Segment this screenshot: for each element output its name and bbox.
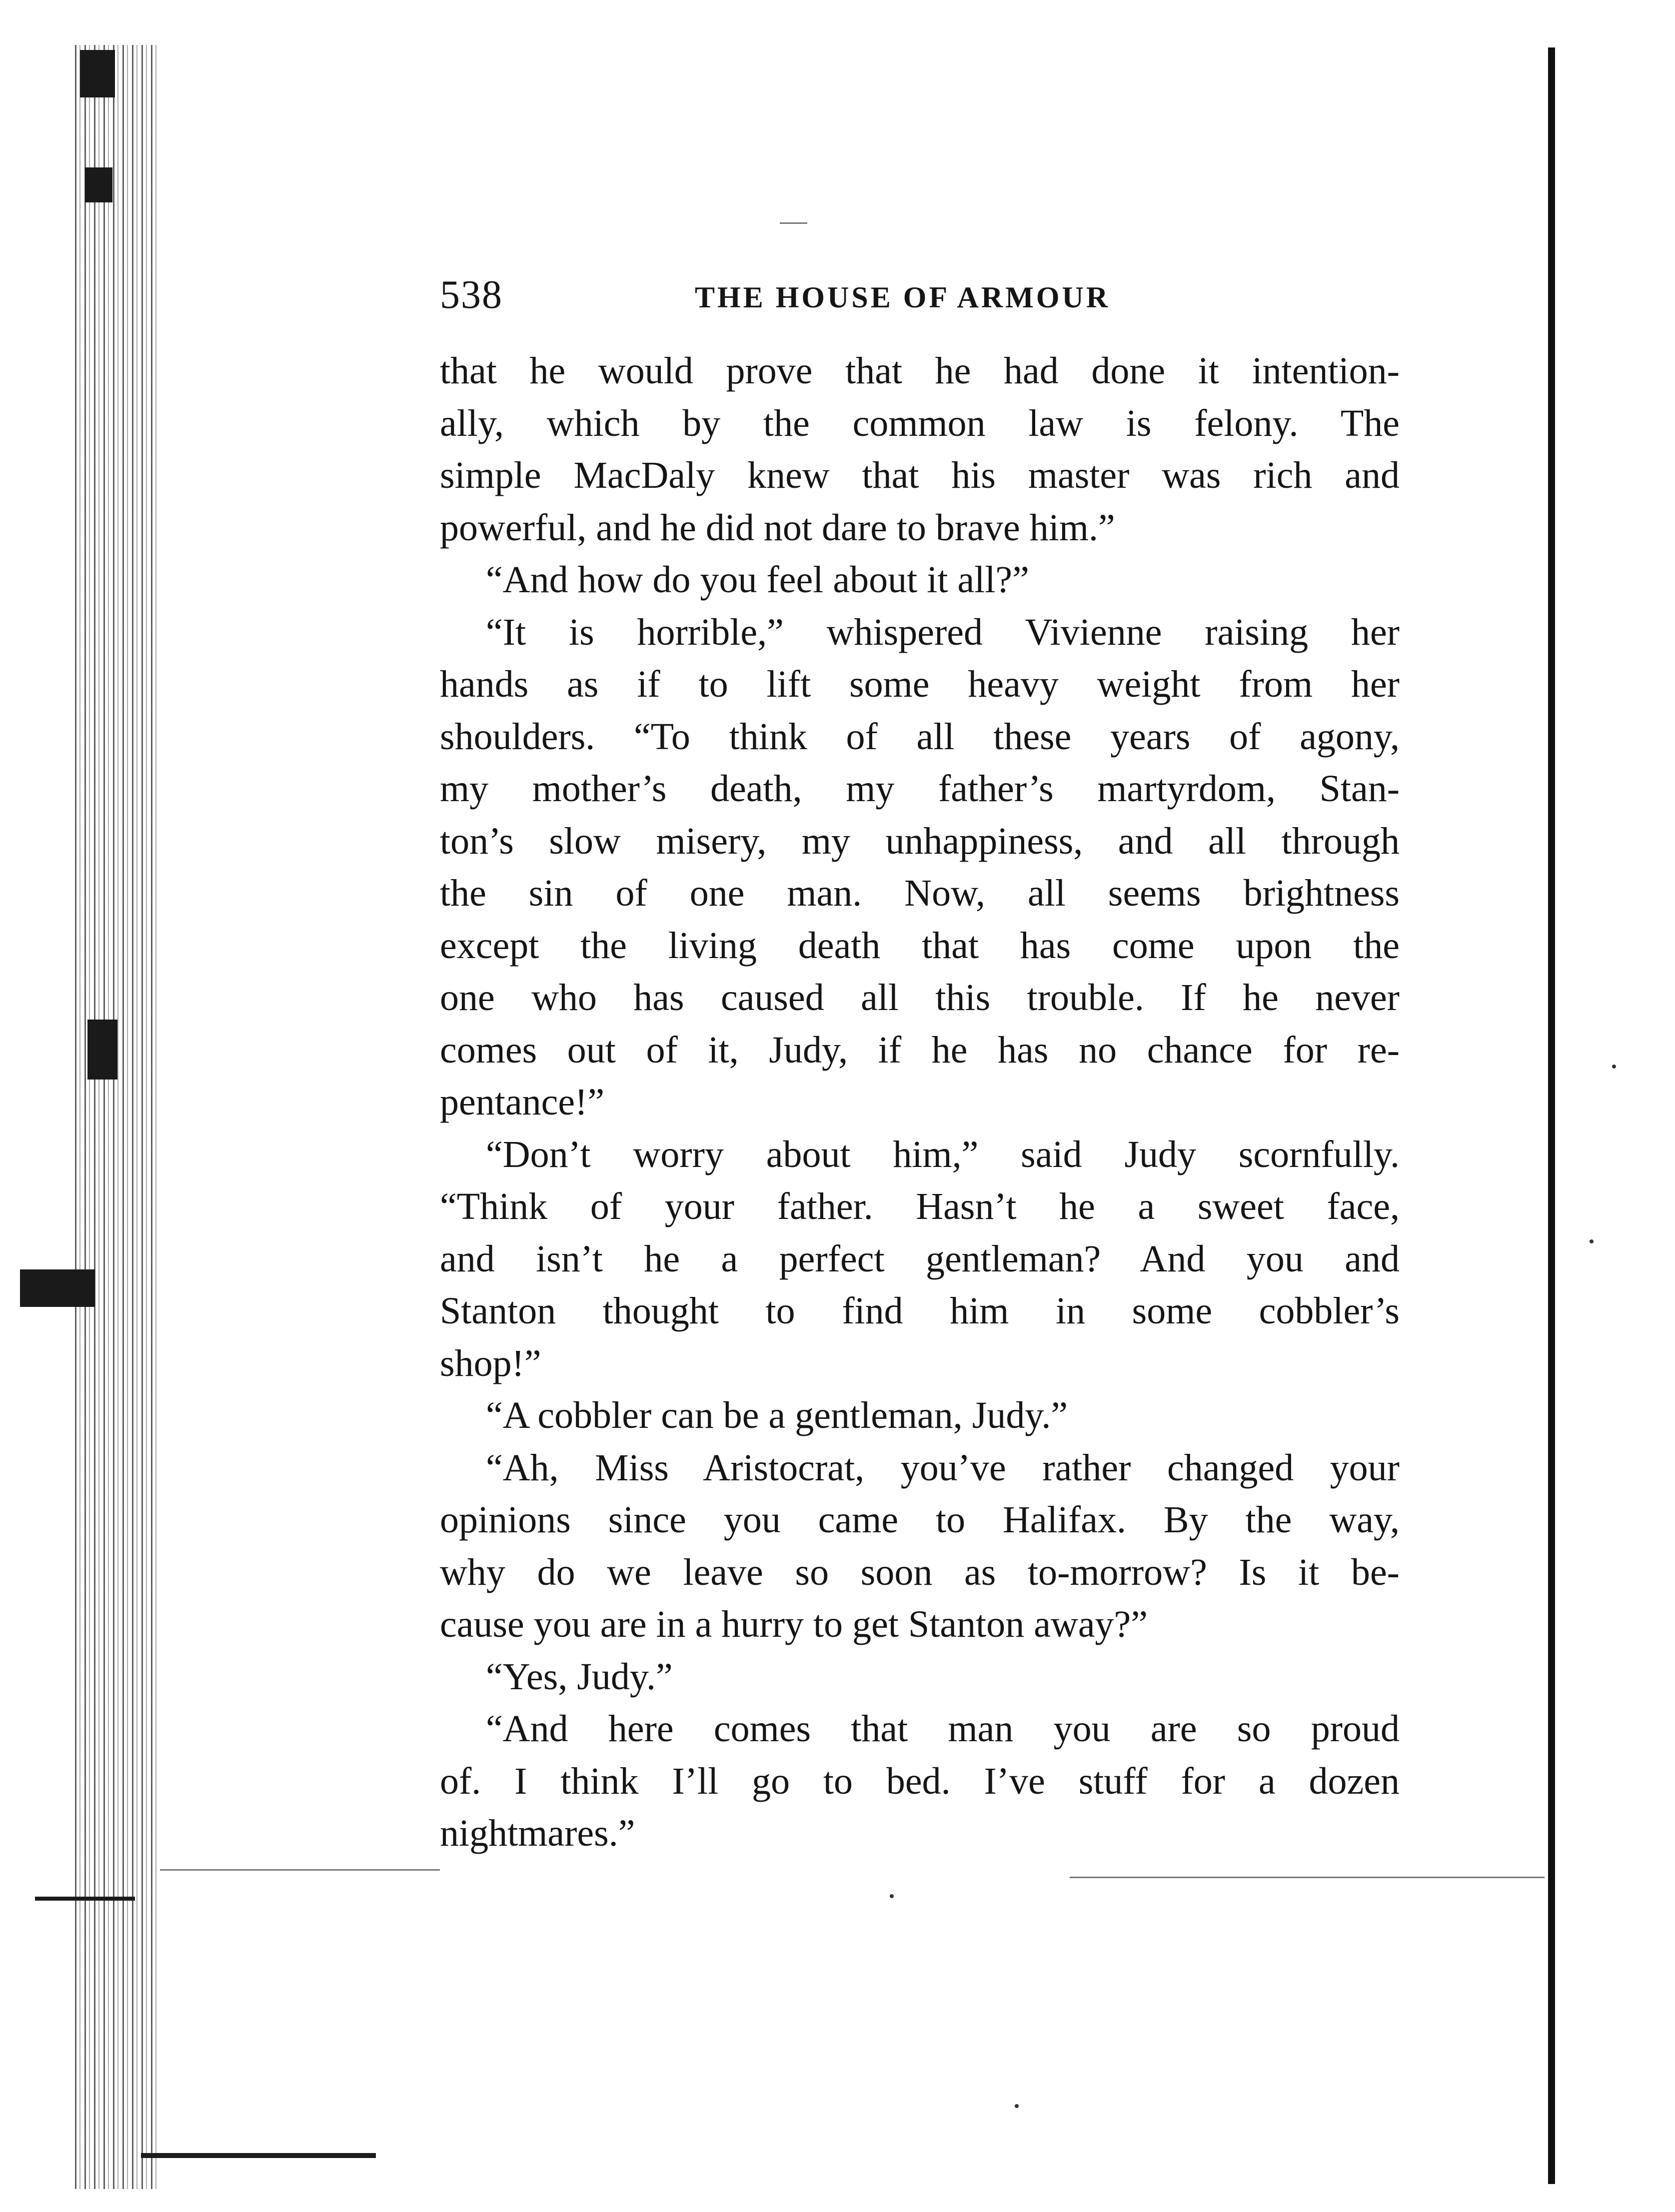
text-line: “It is horrible,” whispered Vivienne raising her [486, 611, 1400, 653]
body-text [440, 345, 1400, 1860]
text-line: my mother’s death, my father’s martyrdom, Stan- [440, 768, 1400, 810]
text-line: simple MacDaly knew that his master was rich and [440, 454, 1400, 496]
scan-dash [1070, 1877, 1545, 1878]
text-line: that he would prove that he had done it intention- [440, 350, 1400, 392]
binding-dark-mark [35, 1897, 135, 1901]
text-line: except the living death that has come upon the [440, 924, 1400, 967]
binding-dark-mark [80, 50, 115, 97]
text-line: nightmares.” [440, 1812, 635, 1854]
text-line: pentance!” [440, 1081, 605, 1123]
paragraph [440, 345, 1400, 554]
text-line: why do we leave so soon as to-morrow? Is it be- [440, 1551, 1400, 1593]
text-line: Stanton thought to find him in some cobbler’s [440, 1290, 1400, 1332]
text-line: one who has caused all this trouble. If he never [440, 977, 1400, 1019]
text-line: comes out of it, Judy, if he has no chance for re- [440, 1029, 1400, 1071]
scan-speck [1612, 1065, 1616, 1069]
paragraph [440, 554, 1400, 606]
text-line: “Don’t worry about him,” said Judy scornfully. [486, 1133, 1400, 1175]
scan-dash [780, 222, 807, 224]
text-line: the sin of one man. Now, all seems brightness [440, 872, 1400, 914]
binding-dark-mark [20, 1269, 95, 1307]
paragraph [440, 1651, 1400, 1703]
binding-dark-mark [87, 1020, 117, 1080]
text-line: shoulders. “To think of all these years of agony, [440, 715, 1400, 758]
binding-edge-shadow [75, 45, 157, 2189]
page-bottom-rule [141, 2153, 376, 2158]
text-line: ton’s slow misery, my unhappiness, and all through [440, 820, 1400, 862]
text-line: “Yes, Judy.” [486, 1655, 673, 1698]
text-line: “A cobbler can be a gentleman, Judy.” [486, 1394, 1068, 1436]
text-line: opinions since you came to Halifax. By the way, [440, 1499, 1400, 1541]
scan-speck [1590, 1239, 1594, 1243]
text-line: powerful, and he did not dare to brave him.” [440, 506, 1115, 549]
paragraph [440, 1128, 1400, 1390]
page-number: 538 [440, 273, 503, 317]
text-line: and isn’t he a perfect gentleman? And you and [440, 1237, 1400, 1280]
scan-speck [1015, 2104, 1019, 2108]
text-line: “Ah, Miss Aristocrat, you’ve rather changed your [486, 1446, 1400, 1489]
text-line: cause you are in a hurry to get Stanton away?” [440, 1603, 1148, 1645]
paragraph [440, 1703, 1400, 1860]
paragraph [440, 1389, 1400, 1442]
text-line: hands as if to lift some heavy weight from her [440, 663, 1400, 705]
scan-dash [160, 1869, 440, 1871]
binding-dark-mark [85, 167, 112, 202]
text-line: “And here comes that man you are so proud [486, 1708, 1400, 1750]
text-line: shop!” [440, 1342, 541, 1384]
text-line: ally, which by the common law is felony. The [440, 402, 1400, 444]
text-line: “Think of your father. Hasn’t he a sweet face, [440, 1185, 1400, 1227]
running-title: THE HOUSE OF ARMOUR [695, 281, 1111, 314]
paragraph [440, 1442, 1400, 1651]
scan-speck [890, 1894, 894, 1898]
paragraph [440, 606, 1400, 1128]
page-edge-rule [1548, 47, 1555, 2184]
text-line: of. I think I’ll go to bed. I’ve stuff for a dozen [440, 1760, 1400, 1802]
running-head [440, 267, 1400, 322]
text-line: “And how do you feel about it all?” [486, 559, 1029, 601]
